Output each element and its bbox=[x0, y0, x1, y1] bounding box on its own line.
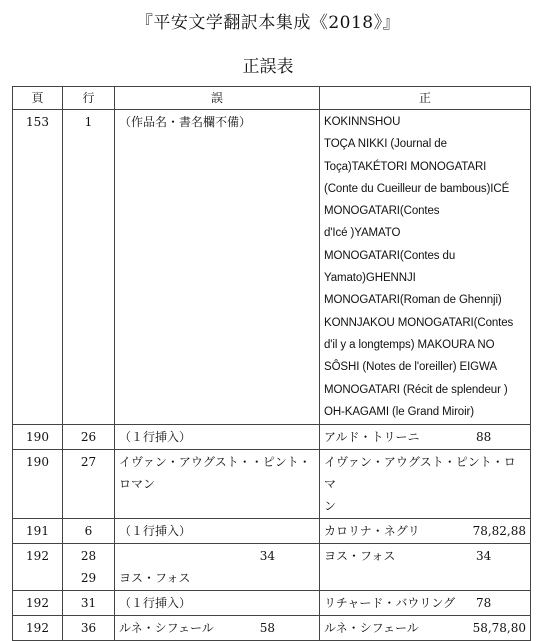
line-cell: 6 bbox=[63, 519, 115, 544]
correct-name: ルネ・シフェール bbox=[324, 621, 419, 636]
wrong-cell bbox=[115, 450, 320, 519]
wrong-cell: （作品名・書名欄不備） bbox=[115, 110, 320, 425]
correct-cell bbox=[320, 450, 531, 519]
line-cell: 36 bbox=[63, 616, 115, 641]
page-cell: 191 bbox=[13, 519, 63, 544]
wrong-cell: （１行挿入） bbox=[115, 591, 320, 616]
correct-line: Toça)TAKÉTORI MONOGATARI bbox=[324, 160, 487, 173]
correct-cell bbox=[320, 591, 531, 616]
page-cell: 153 bbox=[13, 110, 63, 425]
correct-cell bbox=[320, 544, 531, 591]
page-cell: 190 bbox=[13, 450, 63, 519]
correct-page-number: 78 bbox=[476, 596, 492, 611]
table-row bbox=[13, 519, 531, 544]
correct-line: d'Icé )YAMATO bbox=[324, 227, 401, 240]
wrong-name: ヨス・フォス bbox=[119, 571, 191, 586]
correct-page-number: 58,78,80 bbox=[472, 621, 526, 636]
correct-cell bbox=[320, 519, 531, 544]
line-cell: 31 bbox=[63, 591, 115, 616]
table-row bbox=[13, 110, 531, 425]
correct-page-number: 88 bbox=[476, 430, 492, 445]
wrong-cell: （１行挿入） bbox=[115, 425, 320, 450]
wrong-cell bbox=[115, 544, 320, 591]
correct-line: MONOGATARI(Contes du bbox=[324, 249, 456, 262]
correct-line: KOKINNSHOU bbox=[324, 116, 401, 128]
header-line: 行 bbox=[63, 87, 115, 110]
errata-table bbox=[12, 86, 531, 641]
line-number: 28 bbox=[80, 549, 97, 564]
correct-line: OH-KAGAMI (le Grand Miroir) bbox=[324, 405, 475, 418]
table-row bbox=[13, 450, 531, 519]
line-cell bbox=[63, 544, 115, 591]
header-row bbox=[13, 87, 531, 110]
table-row bbox=[13, 425, 531, 450]
correct-line: SÔSHI (Notes de l'oreiller) EIGWA bbox=[324, 361, 497, 374]
wrong-cell bbox=[115, 616, 320, 641]
correct-name: リチャード・バウリング bbox=[324, 596, 456, 611]
wrong-line: イヴァン・アウグスト・・ピント・ bbox=[119, 455, 311, 470]
line-cell: 27 bbox=[63, 450, 115, 519]
page-cell: 192 bbox=[13, 616, 63, 641]
table-row bbox=[13, 591, 531, 616]
line-cell: 26 bbox=[63, 425, 115, 450]
correct-line: MONOGATARI (Récit de splendeur ) bbox=[324, 383, 508, 396]
document-subtitle: 正誤表 bbox=[242, 57, 294, 77]
correct-line: イヴァン・アウグスト・ピント・ロマ bbox=[324, 455, 516, 492]
correct-page-number: 78,82,88 bbox=[472, 524, 526, 539]
correct-name: カロリナ・ネグリ bbox=[324, 524, 420, 539]
correct-cell bbox=[320, 425, 531, 450]
document-title: 『平安文学翻訳本集成《2018》』 bbox=[135, 13, 401, 33]
correct-line: ン bbox=[324, 499, 337, 514]
wrong-line: ロマン bbox=[119, 477, 156, 492]
correct-line: Yamato)GHENNJI bbox=[324, 272, 416, 285]
correct-cell bbox=[320, 616, 531, 641]
correct-name: アルド・トリーニ bbox=[324, 430, 420, 445]
table-row bbox=[13, 616, 531, 641]
page-cell: 192 bbox=[13, 591, 63, 616]
wrong-page-number: 34 bbox=[259, 549, 275, 564]
header-page: 頁 bbox=[13, 87, 63, 110]
correct-cell bbox=[320, 110, 531, 425]
correct-page-number: 34 bbox=[476, 549, 492, 564]
correct-line: MONOGATARI(Contes bbox=[324, 205, 440, 218]
wrong-page-number: 58 bbox=[259, 621, 275, 636]
correct-line: KONNJAKOU MONOGATARI(Contes bbox=[324, 316, 514, 329]
correct-line: (Conte du Cueilleur de bambous)ICÉ bbox=[324, 182, 510, 195]
page-cell: 192 bbox=[13, 544, 63, 591]
page-cell: 190 bbox=[13, 425, 63, 450]
header-correct: 正 bbox=[320, 87, 531, 110]
correct-name: ヨス・フォス bbox=[324, 549, 396, 564]
header-wrong: 誤 bbox=[115, 87, 320, 110]
correct-line: TOÇA NIKKI (Journal de bbox=[324, 138, 447, 151]
line-number: 29 bbox=[80, 571, 97, 586]
correct-line: d'il y a longtemps) MAKOURA NO bbox=[324, 338, 495, 351]
line-cell: 1 bbox=[63, 110, 115, 425]
wrong-cell: （１行挿入） bbox=[115, 519, 320, 544]
wrong-name: ルネ・シフェール bbox=[119, 621, 214, 636]
table-row bbox=[13, 544, 531, 591]
correct-line: MONOGATARI(Roman de Ghennji) bbox=[324, 294, 502, 307]
